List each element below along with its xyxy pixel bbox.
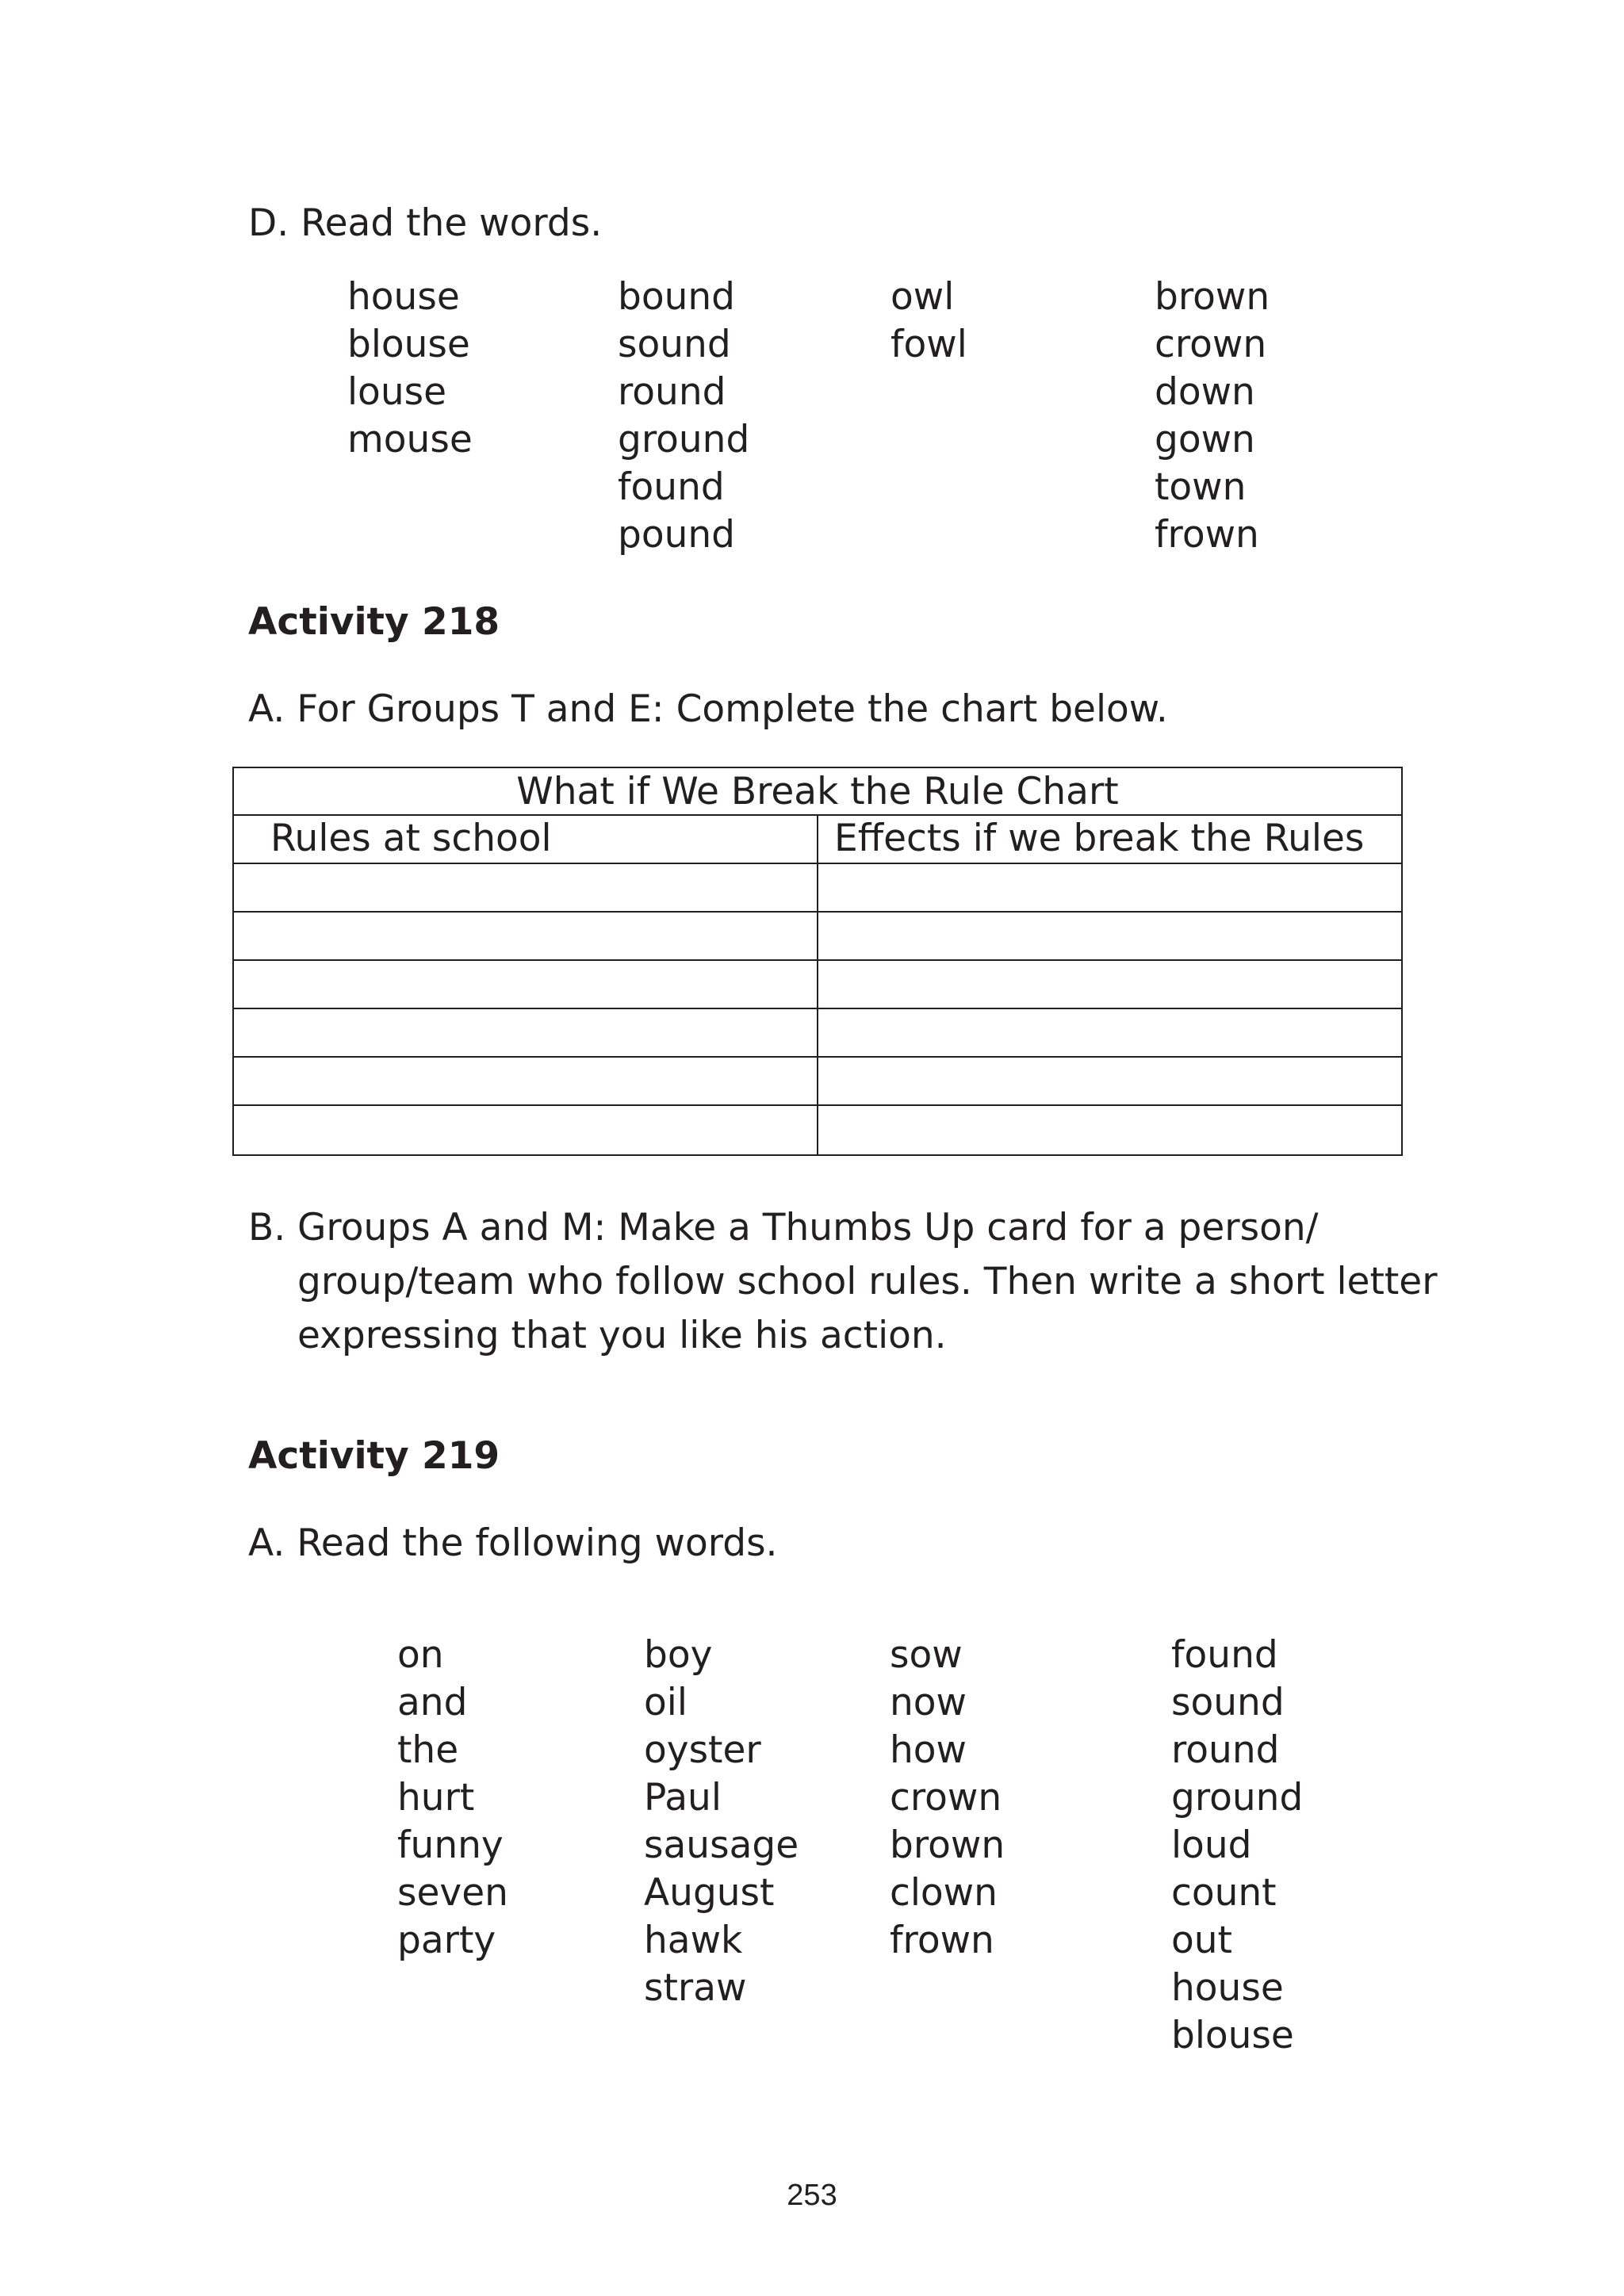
word: bound	[618, 275, 735, 319]
word: town	[1155, 465, 1247, 509]
rule-chart-table	[232, 767, 1403, 1156]
section-d-word-column-3	[891, 274, 967, 369]
word: and	[397, 1681, 468, 1724]
effects-header: Effects if we break the Rules	[834, 817, 1365, 860]
section-d-word-column-4	[1155, 274, 1270, 559]
word: mouse	[347, 418, 473, 461]
word: crown	[1155, 323, 1267, 366]
rule-cell[interactable]	[234, 1058, 818, 1104]
word: sow	[890, 1633, 963, 1677]
word: seven	[397, 1871, 508, 1915]
word: the	[397, 1728, 459, 1772]
word: August	[644, 1871, 775, 1915]
rule-chart-row	[234, 1058, 1401, 1106]
word: found	[1171, 1633, 1278, 1677]
word: frown	[890, 1919, 994, 1962]
word: sound	[1171, 1681, 1285, 1724]
section-d-instruction: D. Read the words.	[248, 201, 603, 245]
effect-cell[interactable]	[818, 1106, 1401, 1154]
page-number: 253	[787, 2179, 837, 2212]
word: louse	[347, 370, 447, 414]
word: blouse	[347, 323, 470, 366]
word: party	[397, 1919, 496, 1962]
activity-218-part-a-instruction: A. For Groups T and E: Complete the chart below.	[248, 687, 1168, 731]
rule-chart-row	[234, 864, 1401, 913]
rule-cell[interactable]	[234, 1009, 818, 1056]
word: count	[1171, 1871, 1277, 1915]
word: oyster	[644, 1728, 761, 1772]
word: hurt	[397, 1776, 475, 1820]
section-d-word-column-2	[618, 274, 749, 559]
word: sausage	[644, 1823, 799, 1867]
activity-218-heading: Activity 218	[248, 600, 500, 644]
rule-cell[interactable]	[234, 961, 818, 1008]
word: boy	[644, 1633, 713, 1677]
rule-cell[interactable]	[234, 864, 818, 911]
word: blouse	[1171, 2014, 1294, 2057]
rule-cell[interactable]	[234, 913, 818, 959]
word: on	[397, 1633, 444, 1677]
word: now	[890, 1681, 967, 1724]
word: clown	[890, 1871, 998, 1915]
activity-219-heading: Activity 219	[248, 1434, 500, 1478]
word: frown	[1155, 513, 1259, 557]
word: gown	[1155, 418, 1255, 461]
word: oil	[644, 1681, 688, 1724]
rule-cell[interactable]	[234, 1106, 818, 1154]
activity-219-word-column-3	[890, 1632, 1005, 1965]
word: hawk	[644, 1919, 743, 1962]
activity-219-word-column-2	[644, 1632, 799, 2012]
word: straw	[644, 1966, 747, 2010]
effect-cell[interactable]	[818, 913, 1401, 959]
rule-chart-row	[234, 961, 1401, 1009]
rule-chart-row	[234, 1009, 1401, 1058]
effect-cell[interactable]	[818, 864, 1401, 911]
word: ground	[618, 418, 750, 461]
word: round	[618, 370, 726, 414]
word: round	[1171, 1728, 1280, 1772]
word: loud	[1171, 1823, 1252, 1867]
word: fowl	[891, 323, 967, 366]
part-b-text: Groups A and M: Make a Thumbs Up card for a person/ group/team who follow school rules. Then write a short letter expressing that you like his action.	[297, 1206, 1438, 1357]
effect-cell[interactable]	[818, 961, 1401, 1008]
rule-chart-row	[234, 1106, 1401, 1154]
effect-cell[interactable]	[818, 1058, 1401, 1104]
rule-chart-row	[234, 913, 1401, 961]
effect-cell[interactable]	[818, 1009, 1401, 1056]
word: funny	[397, 1823, 504, 1867]
word: house	[1171, 1966, 1284, 2010]
word: ground	[1171, 1776, 1304, 1820]
word: house	[347, 275, 460, 319]
activity-219-part-a-instruction: A. Read the following words.	[248, 1521, 778, 1565]
rule-chart-title: What if We Break the Rule Chart	[234, 768, 1401, 816]
word: down	[1155, 370, 1255, 414]
word: pound	[618, 513, 735, 557]
word: found	[618, 465, 725, 509]
word: crown	[890, 1776, 1002, 1820]
part-b-marker: B.	[248, 1206, 286, 1249]
word: out	[1171, 1919, 1232, 1962]
rules-at-school-header: Rules at school	[234, 816, 818, 863]
activity-219-word-column-4	[1171, 1632, 1303, 2060]
word: brown	[890, 1823, 1005, 1867]
activity-219-word-column-1	[397, 1632, 508, 1965]
word: owl	[891, 275, 955, 319]
word: how	[890, 1728, 967, 1772]
rule-chart-header-row	[234, 816, 1401, 864]
word: brown	[1155, 275, 1270, 319]
section-d-word-column-1	[347, 274, 473, 464]
word: Paul	[644, 1776, 722, 1820]
word: sound	[618, 323, 731, 366]
